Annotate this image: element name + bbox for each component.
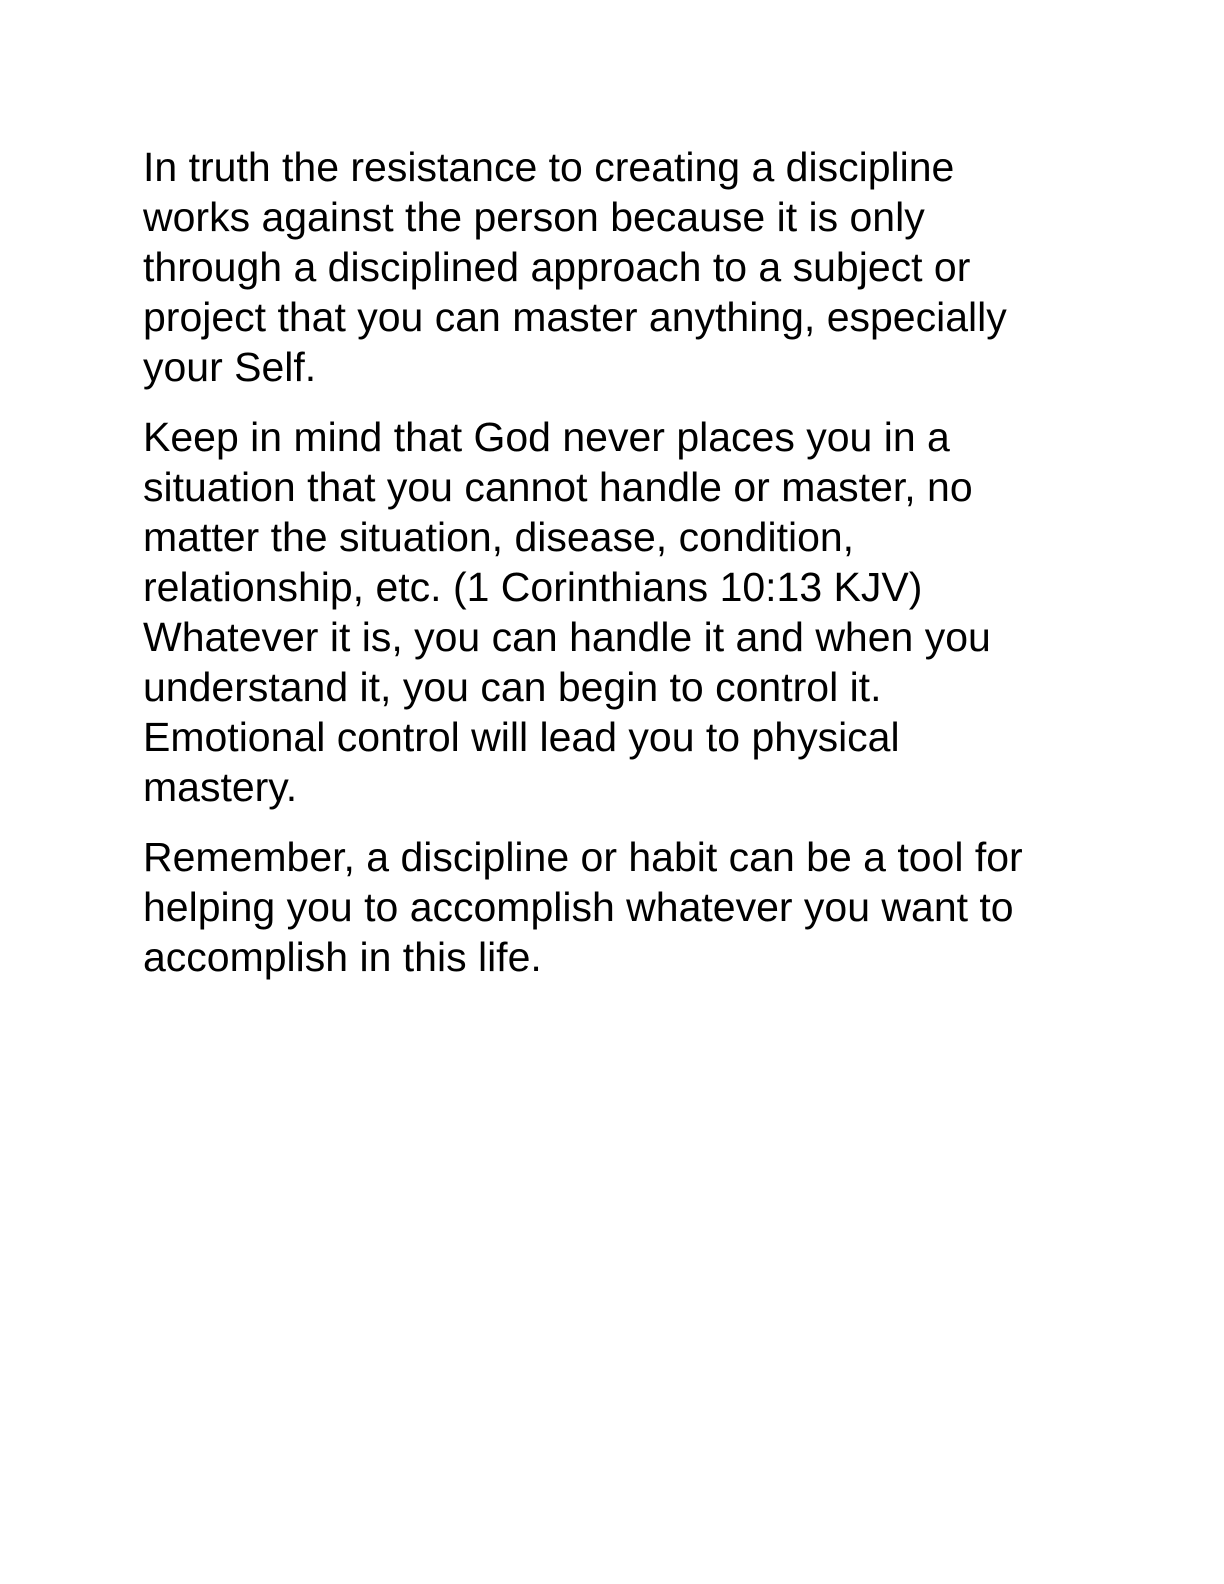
text-line: Remember, a discipline or habit can be a tool for [143,834,1023,880]
text-line: mastery. [143,764,298,810]
text-line: helping you to accomplish whatever you want to [143,884,1014,930]
text-line: understand it, you can begin to control it. [143,664,882,710]
text-line: project that you can master anything, especially [143,294,1007,340]
text-line: situation that you cannot handle or master, no [143,464,973,510]
text-line: through a disciplined approach to a subject or [143,244,971,290]
text-line: matter the situation, disease, condition, [143,514,855,560]
text-line: accomplish in this life. [143,934,542,980]
text-line: Whatever it is, you can handle it and when you [143,614,991,660]
text-line: your Self. [143,344,317,390]
paragraph-remember [143,832,1083,982]
body-text [143,142,1083,1002]
text-line: works against the person because it is only [143,194,925,240]
paragraph-discipline-resistance [143,142,1083,392]
paragraph-keep-in-mind [143,412,1083,812]
text-line: Emotional control will lead you to physical [143,714,900,760]
text-line: In truth the resistance to creating a discipline [143,144,955,190]
text-line: Keep in mind that God never places you in a [143,414,950,460]
text-line: relationship, etc. (1 Corinthians 10:13 KJV) [143,564,923,610]
